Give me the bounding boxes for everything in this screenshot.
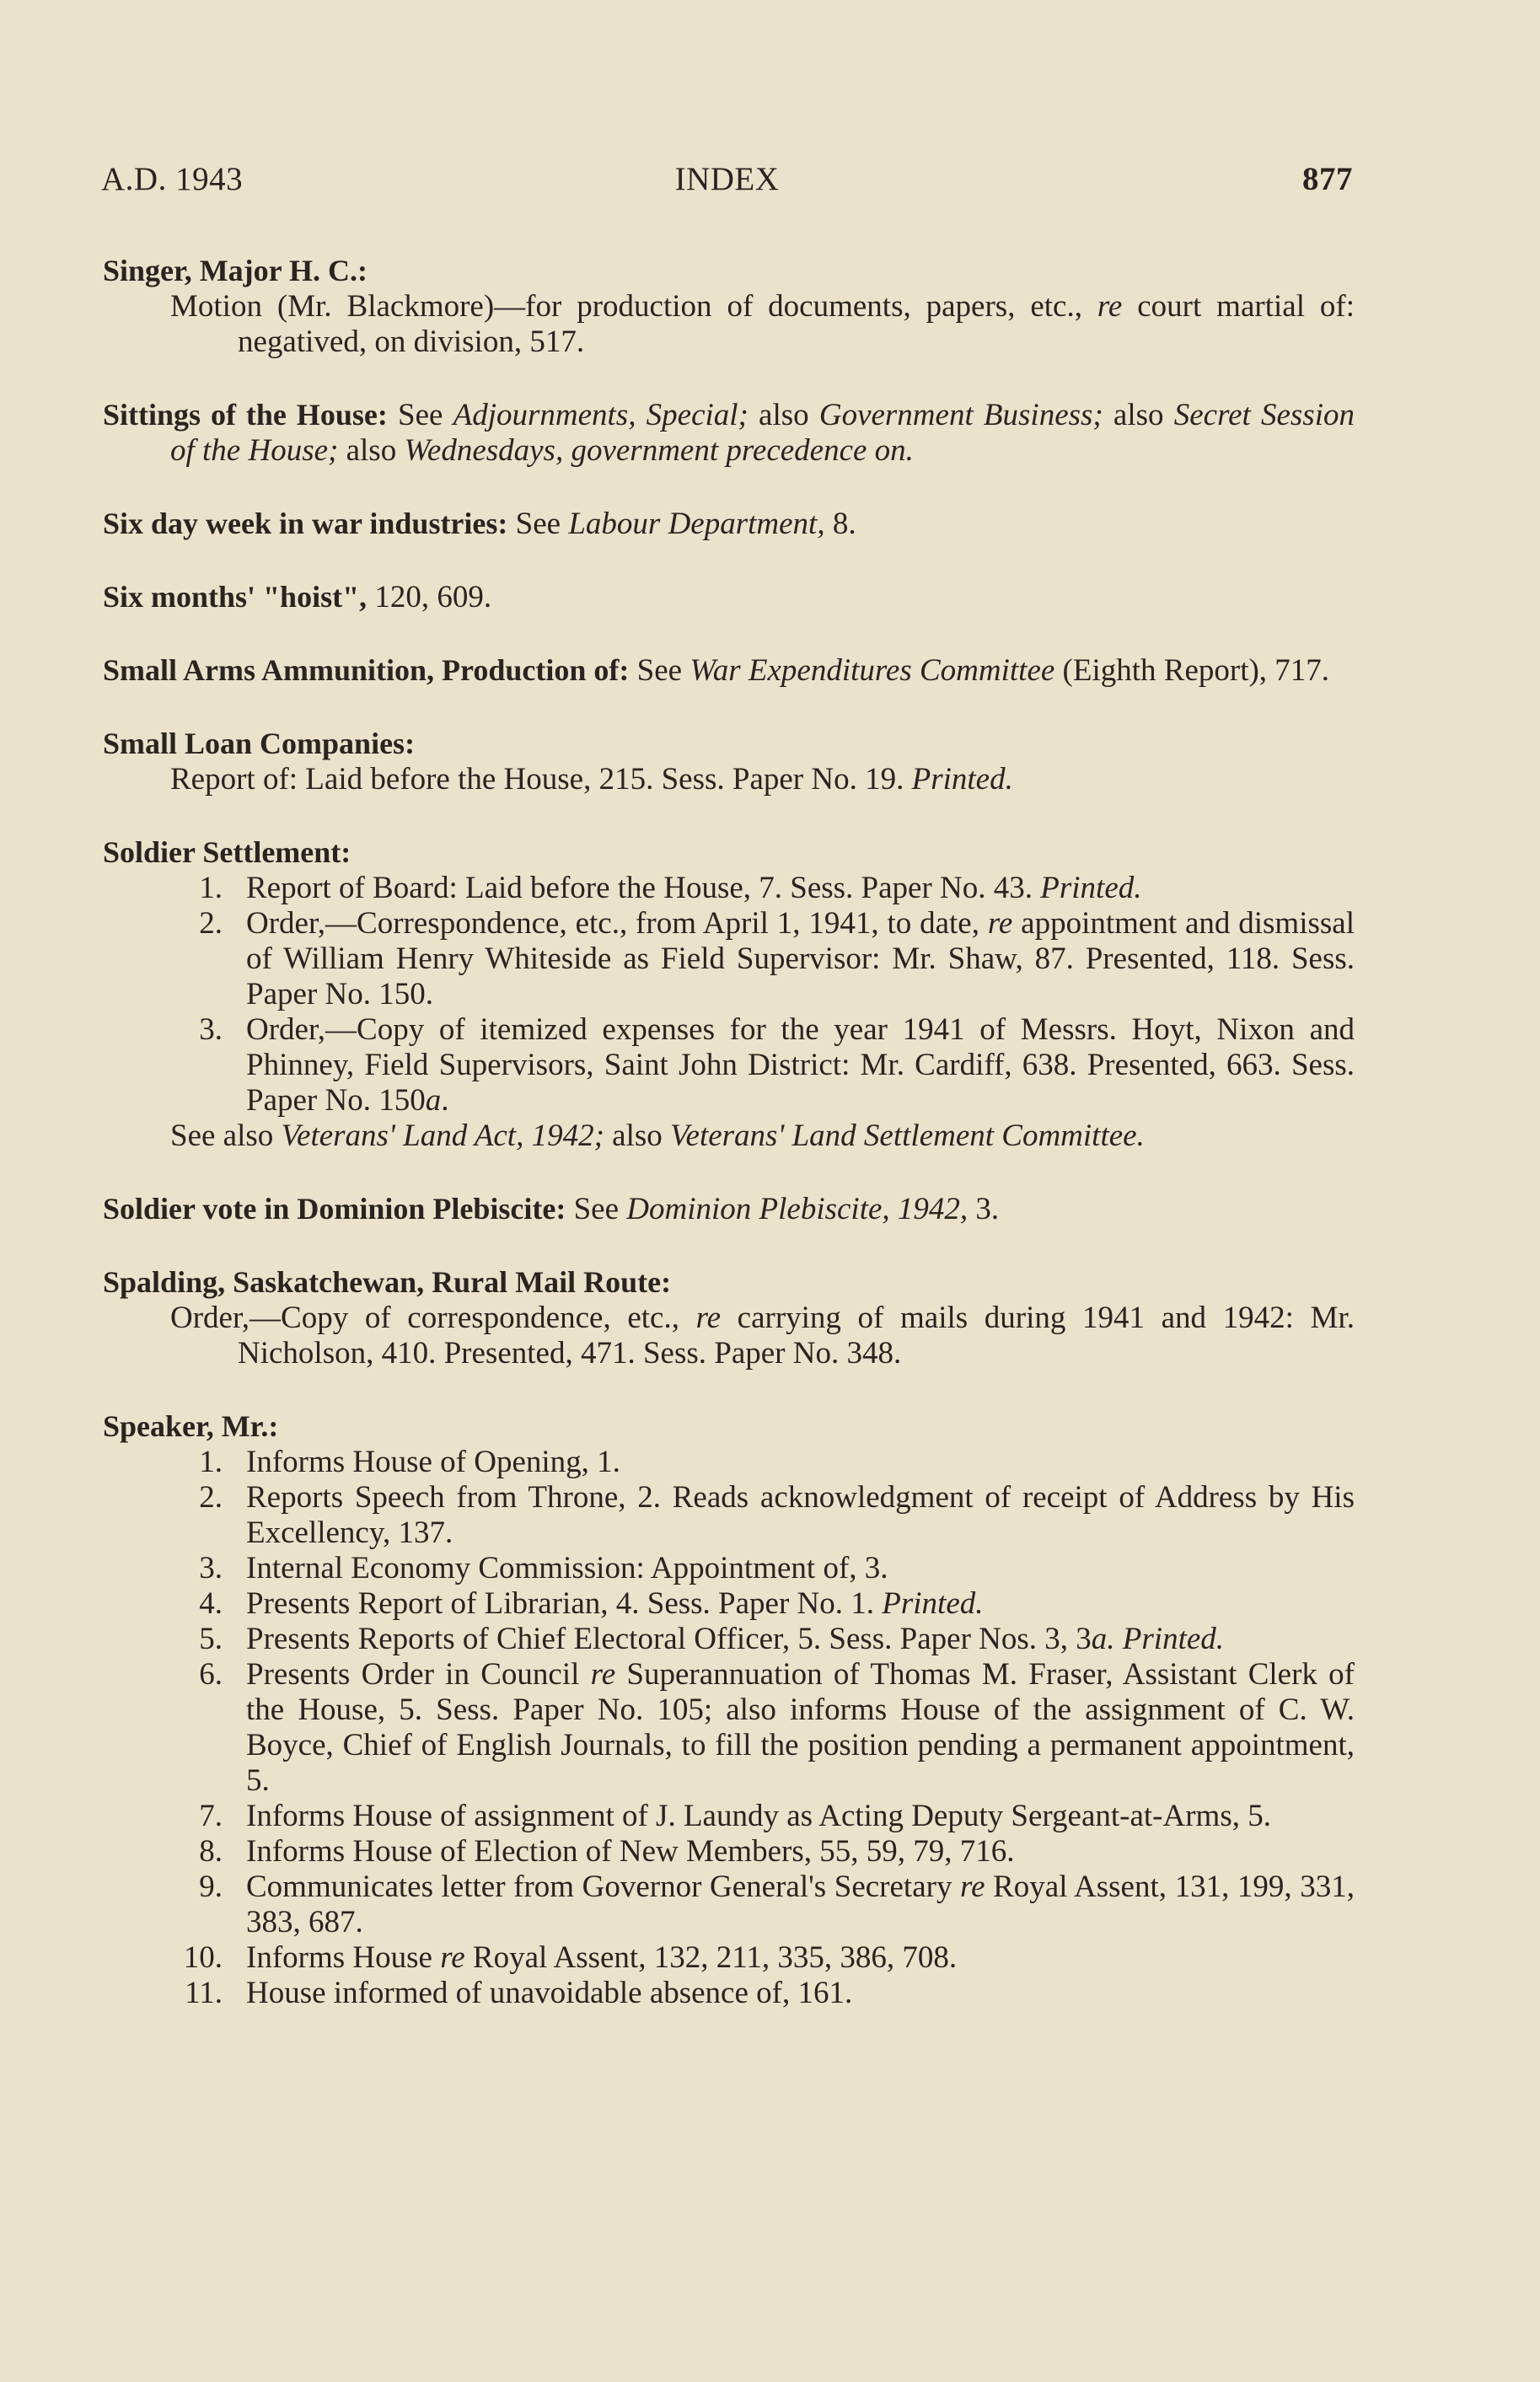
- page-header: [101, 160, 1353, 202]
- see-also: See also Veterans' Land Act, 1942; also Veterans' Land Settlement Committee.: [170, 1119, 1145, 1153]
- entry-six-day-week: Six day week in war industries: See Labour Department, 8.: [103, 507, 856, 541]
- entry-heading: Small Loan Companies:: [103, 727, 416, 760]
- list-item: 3. Internal Economy Commission: Appointment of, 3.: [199, 1551, 888, 1585]
- list-item: 10. Informs House re Royal Assent, 132, 211, 335, 386, 708.: [183, 1940, 958, 1975]
- entry-small-arms: Small Arms Ammunition, Production of: See War Expenditures Committee (Eighth Report), 717.: [103, 653, 1330, 688]
- index-entries: [103, 253, 1355, 2048]
- list-item: 7. Informs House of assignment of J. Laundy as Acting Deputy Sergeant-at-Arms, 5.: [199, 1799, 1271, 1833]
- entry-speaker: [103, 1408, 1355, 2011]
- entry-heading: Singer, Major H. C.:: [103, 254, 368, 287]
- list-item: 8. Informs House of Election of New Members, 55, 59, 79, 716.: [199, 1834, 1015, 1869]
- list-item: 11. House informed of unavoidable absence of, 161.: [185, 1976, 853, 2010]
- entry-heading: Soldier vote in Dominion Plebiscite:: [103, 1192, 566, 1226]
- entry-small-loan: [103, 726, 1355, 797]
- entry-heading: Six months' "hoist",: [103, 580, 368, 614]
- entry-sittings: Sittings of the House: See Adjournments, Special; also Government Business; also Secret Session of the House; also Wednesdays, government precedence on.: [103, 398, 1355, 468]
- list-item: 1. Informs House of Opening, 1.: [199, 1445, 620, 1479]
- list-item: 6. Presents Order in Council re Superannuation of Thomas M. Fraser, Assistant Clerk of the House, 5. Sess. Paper No. 105; also informs House of the assignment of C. W. Boyce, Chief of English Journals, to fill the position pending a permanent appointment, 5.: [199, 1657, 1355, 1798]
- header-page-number: 877: [1302, 161, 1353, 197]
- entry-six-months-hoist: Six months' "hoist", 120, 609.: [103, 580, 492, 614]
- entry-subentry: Report of: Laid before the House, 215. Sess. Paper No. 19. Printed.: [170, 762, 1013, 797]
- entry-heading: Soldier Settlement:: [103, 835, 351, 869]
- header-year: A.D. 1943: [101, 161, 244, 197]
- entry-heading: Spalding, Saskatchewan, Rural Mail Route:: [103, 1265, 672, 1299]
- entry-soldier-vote: Soldier vote in Dominion Plebiscite: See Dominion Plebiscite, 1942, 3.: [103, 1192, 1000, 1226]
- entry-heading: Small Arms Ammunition, Production of:: [103, 653, 630, 687]
- entry-soldier-settlement: [103, 834, 1355, 1154]
- entry-singer: [103, 253, 1355, 360]
- entry-spalding: [103, 1264, 1355, 1371]
- list-item: 3. Order,—Copy of itemized expenses for the year 1941 of Messrs. Hoyt, Nixon and Phinney, Field Supervisors, Saint John District: Mr. Cardiff, 638. Presented, 663. Sess. Paper No. 150a.: [199, 1012, 1355, 1118]
- header-title: INDEX: [674, 161, 780, 197]
- list-item: 5. Presents Reports of Chief Electoral Officer, 5. Sess. Paper Nos. 3, 3a. Printed.: [199, 1622, 1225, 1656]
- entry-subentry: Order,—Copy of correspondence, etc., re carrying of mails during 1941 and 1942: Mr. Nicholson, 410. Presented, 471. Sess. Paper No. 348.: [170, 1301, 1355, 1371]
- entry-heading: Six day week in war industries:: [103, 507, 508, 540]
- list-item: 2. Reports Speech from Throne, 2. Reads acknowledgment of receipt of Address by His Excellency, 137.: [199, 1480, 1355, 1550]
- entry-heading: Sittings of the House:: [103, 398, 388, 432]
- list-item: 2. Order,—Correspondence, etc., from April 1, 1941, to date, re appointment and dismissal of William Henry Whiteside as Field Supervisor: Mr. Shaw, 87. Presented, 118. Sess. Paper No. 150.: [199, 906, 1355, 1011]
- list-item: 1. Report of Board: Laid before the House, 7. Sess. Paper No. 43. Printed.: [199, 871, 1142, 905]
- list-item: 4. Presents Report of Librarian, 4. Sess. Paper No. 1. Printed.: [199, 1586, 984, 1621]
- list-item: 9. Communicates letter from Governor General's Secretary re Royal Assent, 131, 199, 331, 383, 687.: [199, 1870, 1355, 1939]
- entry-heading: Speaker, Mr.:: [103, 1409, 279, 1443]
- entry-subentry: Motion (Mr. Blackmore)—for production of documents, papers, etc., re court martial of: negatived, on division, 517.: [170, 289, 1355, 359]
